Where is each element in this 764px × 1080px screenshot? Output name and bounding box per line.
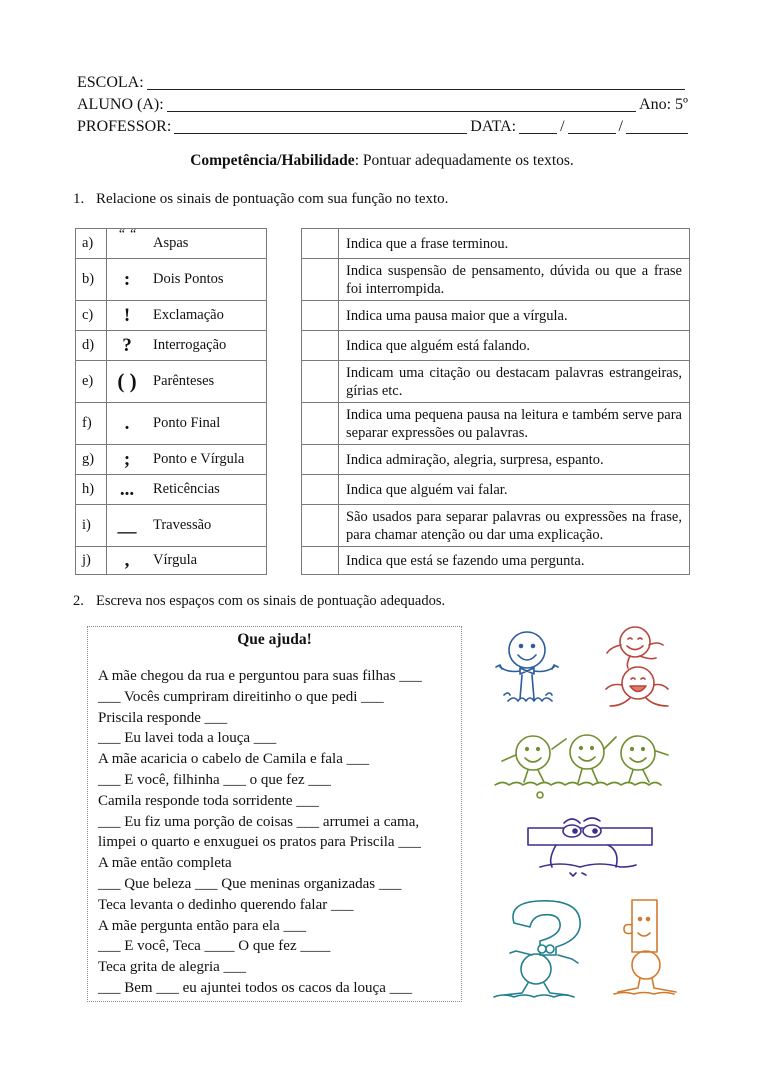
story-line: A mãe chegou da rua e perguntou para suas filhas ___ (98, 668, 422, 684)
table-row (302, 301, 690, 331)
student-label: ALUNO (A): (77, 96, 164, 113)
date-year-blank (626, 117, 688, 134)
function-text: Indicam uma citação ou destacam palavras estrangeiras, gírias etc. (339, 361, 690, 403)
story-line: ___ Eu fiz uma porção de coisas ___ arrumei a cama, (98, 813, 420, 830)
parentheses-symbol: ( ) (107, 361, 148, 403)
story-line: ___ Eu lavei toda a louça ___ (98, 730, 277, 747)
story-line: Priscila responde ___ (98, 709, 228, 726)
sign-name: Parênteses (147, 361, 267, 403)
date-separator: / (618, 118, 623, 135)
function-text: Indica uma pausa maior que a vírgula. (339, 301, 690, 331)
punctuation-illustrations (480, 615, 700, 1005)
comma-symbol: , (107, 547, 148, 575)
red-stacked-smiley-characters-icon (606, 627, 668, 706)
answer-cell (302, 445, 339, 475)
date-label: DATA: (470, 118, 517, 135)
question-text: Escreva nos espaços com os sinais de pontuação adequados. (96, 593, 446, 609)
story-text (98, 666, 422, 999)
table-row (76, 331, 267, 361)
sign-letter: e) (76, 361, 107, 403)
exclamation-symbol: ! (107, 301, 148, 331)
competency-text: : Pontuar adequadamente os textos. (354, 152, 574, 169)
teacher-blank-line (174, 117, 467, 134)
table-row (76, 505, 267, 547)
function-text: Indica que a frase terminou. (339, 229, 690, 259)
sign-name: Travessão (147, 505, 267, 547)
sign-letter: c) (76, 301, 107, 331)
dash-symbol: __ (107, 505, 148, 547)
question-text: Relacione os sinais de pontuação com sua função no texto. (96, 191, 449, 207)
story-line: ___ E você, filhinha ___ o que fez ___ (98, 771, 331, 788)
ellipsis-symbol: ... (107, 475, 148, 505)
student-info-header (77, 72, 688, 138)
story-line: Teca levanta o dedinho querendo falar ___ (98, 896, 354, 913)
function-text: Indica que alguém está falando. (339, 331, 690, 361)
answer-cell (302, 547, 339, 575)
function-text: Indica que está se fazendo uma pergunta. (339, 547, 690, 575)
date-separator: / (560, 118, 565, 135)
sign-letter: g) (76, 445, 107, 475)
grade-value: 5º (675, 96, 688, 113)
sign-name: Vírgula (147, 547, 267, 575)
teal-question-mark-character-icon (494, 901, 580, 997)
table-row (76, 361, 267, 403)
table-row (302, 331, 690, 361)
function-text: Indica que alguém vai falar. (339, 475, 690, 505)
function-text: São usados para separar palavras ou expressões na frase, para chamar atenção ou dar uma explicação. (339, 505, 690, 547)
sign-letter: f) (76, 403, 107, 445)
table-row (76, 403, 267, 445)
date-day-blank (519, 117, 557, 134)
answer-cell (302, 229, 339, 259)
function-text: Indica uma pequena pausa na leitura e também serve para separar expressões ou palavras. (339, 403, 690, 445)
question-1-prompt (73, 191, 448, 208)
answer-cell (302, 301, 339, 331)
story-line: ___ Vocês cumpriram direitinho o que pedi ___ (98, 688, 384, 705)
sign-name: Aspas (147, 229, 267, 259)
sign-letter: a) (76, 229, 107, 259)
function-text: Indica suspensão de pensamento, dúvida ou que a frase foi interrompida. (339, 259, 690, 301)
story-line: Camila responde toda sorridente ___ (98, 792, 319, 809)
table-row (302, 229, 690, 259)
answer-cell (302, 331, 339, 361)
question-number: 2. (73, 593, 84, 609)
table-row (302, 505, 690, 547)
function-text: Indica admiração, alegria, surpresa, espanto. (339, 445, 690, 475)
story-title: Que ajuda! (237, 631, 312, 648)
school-blank-line (147, 73, 685, 90)
competency-line (0, 152, 764, 170)
table-row (302, 259, 690, 301)
table-row (302, 445, 690, 475)
sign-letter: h) (76, 475, 107, 505)
semicolon-symbol: ; (107, 445, 148, 475)
story-line: A mãe pergunta então para ela ___ (98, 917, 306, 934)
sign-name: Ponto e Vírgula (147, 445, 267, 475)
school-row (77, 72, 688, 94)
table-row (76, 301, 267, 331)
sign-letter: j) (76, 547, 107, 575)
sign-name: Dois Pontos (147, 259, 267, 301)
grade-label: Ano: (639, 96, 672, 113)
teacher-label: PROFESSOR: (77, 118, 172, 135)
table-row (302, 547, 690, 575)
sign-letter: d) (76, 331, 107, 361)
sign-name: Ponto Final (147, 403, 267, 445)
story-line: ___ Que beleza ___ Que meninas organizadas ___ (98, 875, 402, 892)
colon-symbol: : (107, 259, 148, 301)
sign-name: Reticências (147, 475, 267, 505)
answer-cell (302, 361, 339, 403)
story-line: Teca grita de alegria ___ (98, 959, 247, 976)
story-line: A mãe acaricia o cabelo de Camila e fala ___ (98, 751, 370, 768)
student-blank-line (167, 95, 636, 112)
story-line: ___ E você, Teca ____ O que fez ____ (98, 938, 331, 955)
table-row (302, 475, 690, 505)
table-row (76, 445, 267, 475)
story-line: ___ Bem ___ eu ajuntei todos os cacos da louça ___ (98, 979, 413, 996)
table-row (302, 403, 690, 445)
orange-exclamation-mark-character-icon (614, 900, 676, 994)
table-row (302, 361, 690, 403)
green-three-smiley-characters-icon (495, 735, 668, 798)
date-month-blank (568, 117, 616, 134)
question-symbol: ? (107, 331, 148, 361)
table-row (76, 229, 267, 259)
sign-name: Exclamação (147, 301, 267, 331)
story-line: limpei o quarto e enxuguei os pratos para Priscila ___ (98, 834, 421, 851)
student-row (77, 94, 688, 116)
punctuation-signs-table (75, 228, 267, 575)
answer-cell (302, 505, 339, 547)
story-box (87, 626, 462, 1002)
school-label: ESCOLA: (77, 74, 144, 91)
question-2-prompt (73, 593, 445, 610)
sign-letter: b) (76, 259, 107, 301)
answer-cell (302, 403, 339, 445)
story-line: A mãe então completa (98, 855, 232, 872)
purple-dash-frog-character-icon (528, 818, 652, 876)
question-number: 1. (73, 191, 85, 207)
table-row (76, 475, 267, 505)
blue-smiley-character-icon (496, 632, 558, 701)
sign-name: Interrogação (147, 331, 267, 361)
competency-label: Competência/Habilidade (190, 152, 355, 169)
answer-cell (302, 259, 339, 301)
period-symbol: . (107, 403, 148, 445)
sign-letter: i) (76, 505, 107, 547)
teacher-row (77, 116, 688, 138)
quotes-symbol: “ “ (117, 226, 137, 242)
answer-cell (302, 475, 339, 505)
punctuation-functions-table (301, 228, 690, 575)
table-row (76, 547, 267, 575)
table-row (76, 259, 267, 301)
